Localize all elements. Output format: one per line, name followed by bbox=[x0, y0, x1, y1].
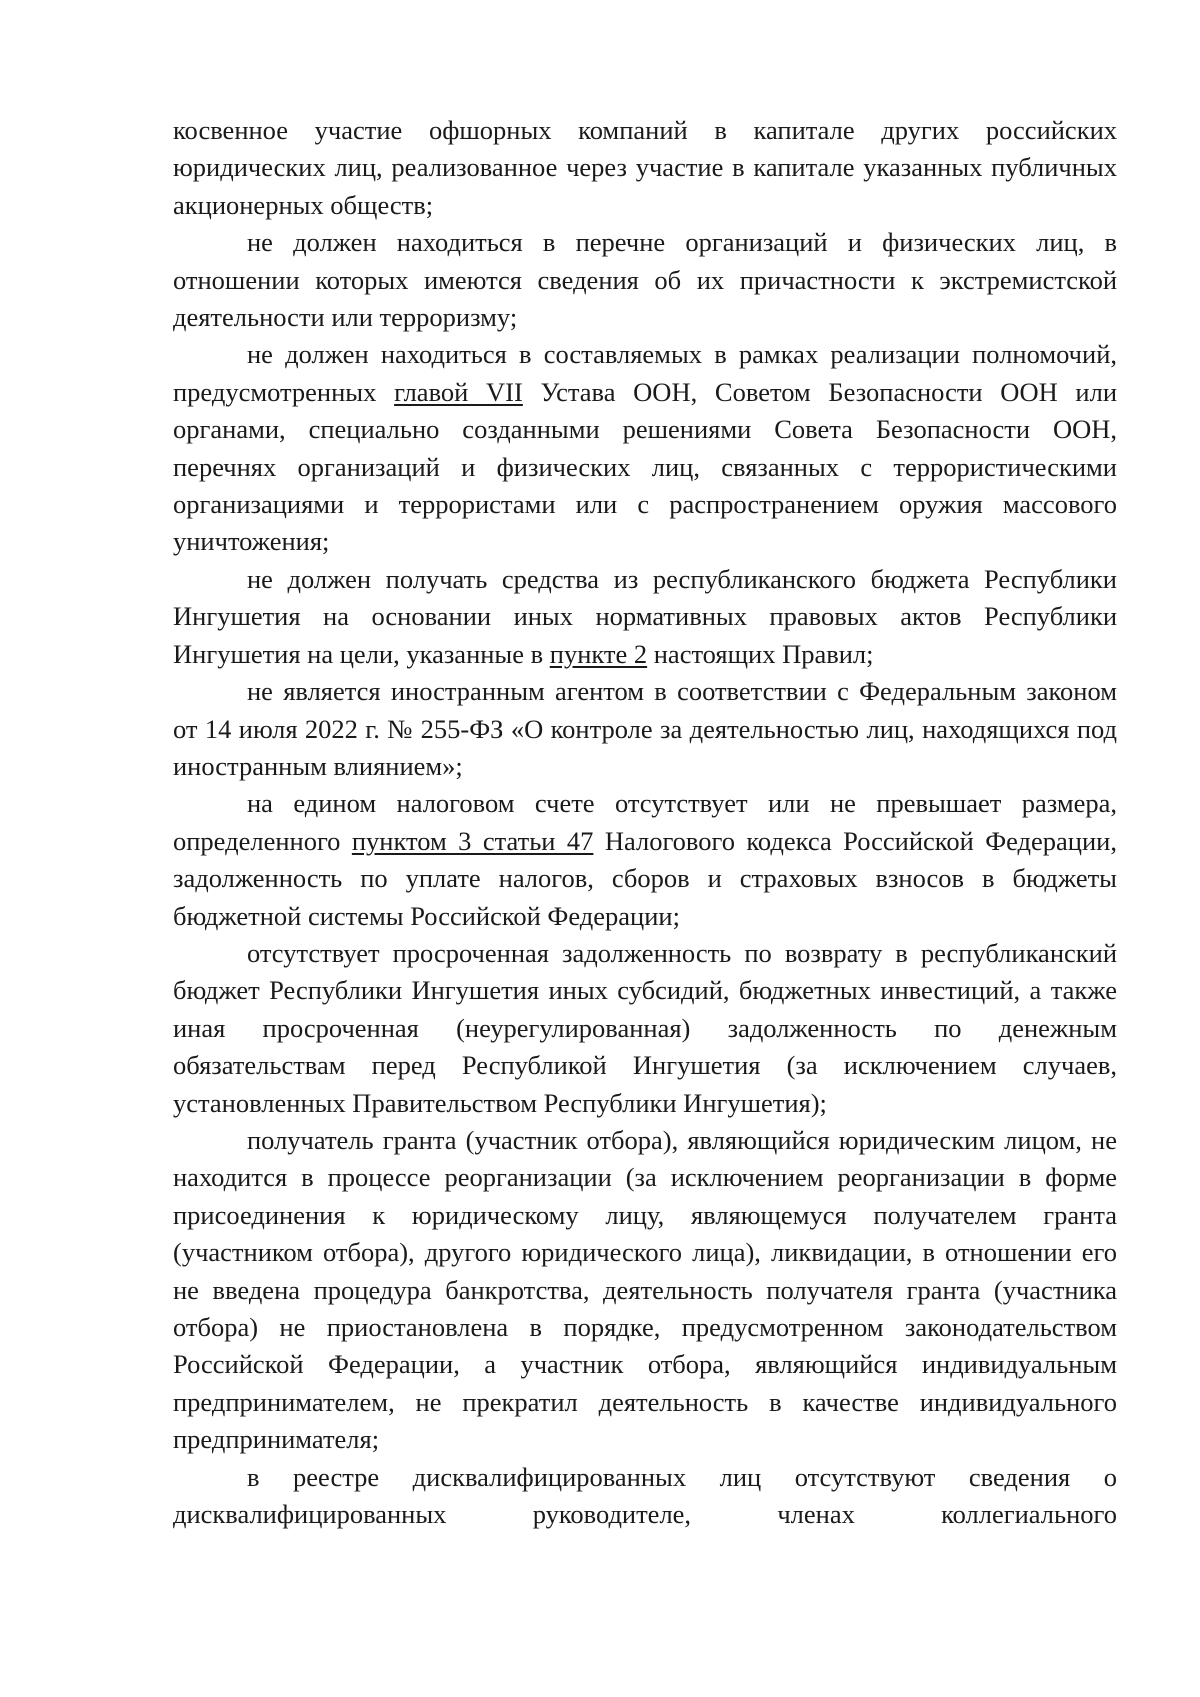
link-article-47[interactable]: пунктом 3 статьи 47 bbox=[351, 825, 594, 856]
paragraph-offshore-participation bbox=[173, 112, 1117, 224]
link-point-2[interactable]: пункте 2 bbox=[549, 638, 648, 669]
paragraph-text: отсутствует просроченная задолженность по возврату в республиканский бюджет Республики Ингушетия иных субсидий, бюджетных инвестиций, а также иная просроченная (неурегулированная) задолженность по денежным обязательствам перед Республикой Ингушетия (за исключением случаев, установленных Правительством Республики Ингушетия); bbox=[173, 937, 1117, 1118]
paragraph-text: не является иностранным агентом в соответствии с Федеральным законом от 14 июля 2022 г. № 255-ФЗ «О контроле за деятельностью лиц, находящихся под иностранным влиянием»; bbox=[173, 676, 1117, 781]
paragraph-text: не должен находиться в перечне организаций и физических лиц, в отношении которых имеются сведения об их причастности к экстремистской деятельности или терроризму; bbox=[173, 227, 1117, 333]
paragraph-foreign-agent bbox=[173, 673, 1117, 785]
paragraph-reorganization bbox=[173, 1122, 1117, 1459]
paragraph-extremism-list bbox=[173, 224, 1117, 336]
paragraph-text: в реестре дисквалифицированных лиц отсутствуют сведения о дисквалифицированных руководителе, членах коллегиального bbox=[173, 1461, 1117, 1530]
paragraph-un-security-council bbox=[173, 336, 1117, 560]
paragraph-text: Устава ООН, Советом Безопасности ООН или органами, специально созданными решениями Совета Безопасности ООН, перечнях организаций и физических лиц, связанных с террористическими организациями и террористами или с распространением оружия массового уничтожения; bbox=[173, 376, 1118, 557]
paragraph-text: косвенное участие офшорных компаний в капитале других российских юридических лиц, реализованное через участие в капитале указанных публичных акционерных обществ; bbox=[173, 115, 1117, 220]
document-page bbox=[173, 112, 1117, 1533]
paragraph-tax-account bbox=[173, 785, 1117, 935]
paragraph-overdue-debt bbox=[173, 935, 1117, 1122]
paragraph-republican-budget bbox=[173, 561, 1117, 673]
paragraph-text: получатель гранта (участник отбора), являющийся юридическим лицом, не находится в процессе реорганизации (за исключением реорганизации в форме присоединения к юридическому лицу, являющемуся получателем гранта (участником отбора), другого юридического лица), ликвидации, в отношении его не введена процедура банкротства, деятельность получателя гранта (участника отбора) не приостановлена в порядке, предусмотренном законодательством Российской Федерации, а участник отбора, являющийся индивидуальным предпринимателем, не прекратил деятельность в качестве индивидуального предпринимателя; bbox=[173, 1124, 1117, 1455]
paragraph-disqualified-persons bbox=[173, 1459, 1117, 1534]
paragraph-text: на едином налоговом счете отсутствует или не превышает размера, определенного bbox=[173, 788, 1117, 856]
paragraph-text: настоящих Правил; bbox=[647, 638, 874, 669]
paragraph-text: не должен находиться в составляемых в рамках реализации полномочий, предусмотренных bbox=[173, 339, 1117, 407]
paragraph-text: Налогового кодекса Российской Федерации, задолженность по уплате налогов, сборов и страховых взносов в бюджеты бюджетной системы Российской Федерации; bbox=[173, 825, 1117, 931]
paragraph-text: не должен получать средства из республиканского бюджета Республики Ингушетия на основании иных нормативных правовых актов Республики Ингушетия на цели, указанные в bbox=[173, 563, 1117, 669]
link-chapter-vii[interactable]: главой VII bbox=[394, 376, 523, 407]
